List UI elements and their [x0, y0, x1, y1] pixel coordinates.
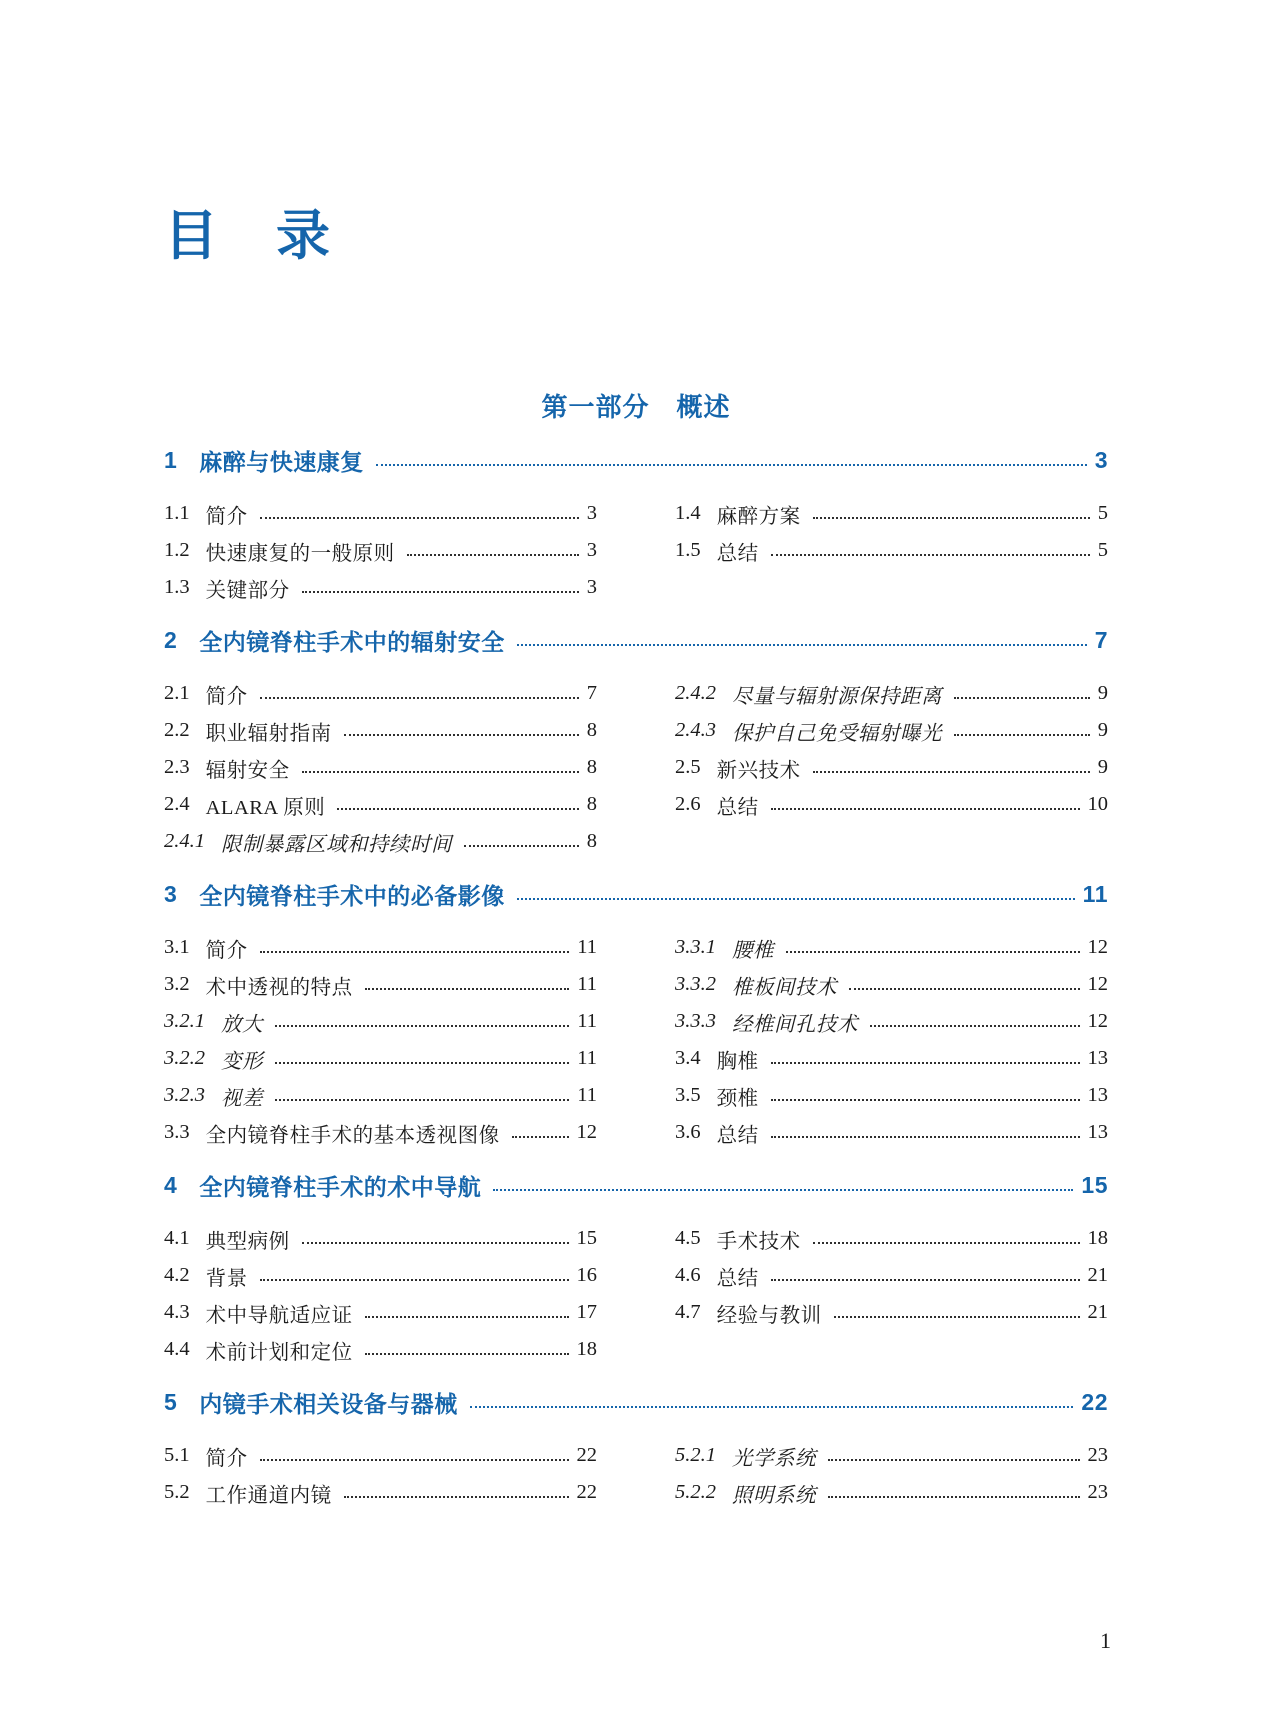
chapter-block — [164, 622, 1108, 860]
toc-entry-page: 8 — [586, 793, 597, 815]
toc-entry-label: 总结 — [716, 1124, 759, 1147]
toc-entry — [164, 495, 597, 532]
toc-entry-number: 5.2.2 — [675, 1481, 716, 1503]
toc-entry — [675, 532, 1108, 569]
chapter-block — [164, 1167, 1108, 1368]
dotted-leader — [771, 799, 1080, 810]
chapter-number: 4 — [164, 1172, 178, 1198]
toc-entry-label: 工作通道内镜 — [205, 1484, 332, 1507]
toc-entry-page: 5 — [1097, 539, 1108, 561]
dotted-leader — [260, 1450, 569, 1461]
toc-entry — [164, 1474, 597, 1511]
toc-entry-number: 2.4.3 — [675, 719, 716, 741]
chapter-page-number: 7 — [1094, 627, 1108, 653]
toc-column-left — [164, 1437, 597, 1511]
toc-column-right — [675, 929, 1108, 1151]
toc-entry — [164, 1077, 597, 1114]
toc-column-right — [675, 1220, 1108, 1368]
toc-entry — [675, 1003, 1108, 1040]
chapter-page-number: 15 — [1081, 1172, 1108, 1198]
toc-entry — [164, 1437, 597, 1474]
toc-entry-number: 3.2 — [164, 973, 190, 995]
chapter-page-number: 11 — [1082, 881, 1108, 907]
toc-entry — [675, 1257, 1108, 1294]
toc-entry-page: 21 — [1087, 1301, 1108, 1323]
dotted-leader — [771, 1270, 1080, 1281]
toc-entry-number: 1.5 — [675, 539, 701, 561]
dotted-leader — [813, 1233, 1080, 1244]
dotted-leader — [365, 1344, 569, 1355]
dotted-leader — [275, 1016, 569, 1027]
dotted-leader — [512, 1127, 569, 1138]
toc-entry-number: 5.2 — [164, 1481, 190, 1503]
toc-entry-label: 照明系统 — [732, 1484, 816, 1507]
toc-entry-label: 保护自己免受辐射曝光 — [732, 722, 942, 745]
toc-entry-page: 8 — [586, 719, 597, 741]
toc-entry-number: 5.1 — [164, 1444, 190, 1466]
toc-entry-number: 3.3.1 — [675, 936, 716, 958]
toc-entry-page: 22 — [576, 1444, 597, 1466]
toc-entry-number: 2.3 — [164, 756, 190, 778]
chapter-row — [164, 442, 1108, 479]
dotted-leader — [517, 635, 1087, 646]
toc-entry — [164, 1294, 597, 1331]
chapter-row — [164, 1167, 1108, 1204]
toc-entry-number: 3.3.2 — [675, 973, 716, 995]
toc-entry-number: 4.4 — [164, 1338, 190, 1360]
toc-entry-number: 2.5 — [675, 756, 701, 778]
toc-entry-number: 4.1 — [164, 1227, 190, 1249]
toc-entry-number: 1.4 — [675, 502, 701, 524]
toc-entry — [675, 1474, 1108, 1511]
part-heading: 第一部分 概述 — [541, 392, 731, 422]
toc-entry-label: 总结 — [716, 1267, 759, 1290]
toc-entry-label: 麻醉方案 — [716, 505, 801, 528]
toc-entry-label: 简介 — [205, 685, 248, 708]
dotted-leader — [517, 889, 1075, 900]
chapter-block — [164, 876, 1108, 1151]
toc-entry — [164, 1257, 597, 1294]
toc-entry-label: 术中透视的特点 — [205, 976, 353, 999]
toc-entry — [164, 712, 597, 749]
toc-entry-number: 3.2.2 — [164, 1047, 205, 1069]
dotted-leader — [771, 1090, 1080, 1101]
toc-entry-page: 13 — [1087, 1121, 1108, 1143]
dotted-leader — [260, 942, 570, 953]
dotted-leader — [260, 508, 579, 519]
toc-entry-page: 5 — [1097, 502, 1108, 524]
chapter-row — [164, 1384, 1108, 1421]
toc-entry-label: 变形 — [221, 1050, 263, 1073]
toc-column-left — [164, 675, 597, 860]
dotted-leader — [260, 688, 579, 699]
toc-entry-page: 21 — [1087, 1264, 1108, 1286]
toc-entry — [675, 675, 1108, 712]
toc-entry-label: 关键部分 — [205, 579, 290, 602]
toc-entry-number: 3.2.1 — [164, 1010, 205, 1032]
page-title: 目 录 — [164, 206, 332, 266]
toc-entry-number: 3.2.3 — [164, 1084, 205, 1106]
toc-entry-number: 2.2 — [164, 719, 190, 741]
chapter-columns — [164, 495, 1108, 606]
chapter-page-number: 3 — [1094, 447, 1108, 473]
toc-entry-number: 1.1 — [164, 502, 190, 524]
toc-entry — [164, 1114, 597, 1151]
toc-entry — [164, 1220, 597, 1257]
toc-entry-label: 颈椎 — [716, 1087, 759, 1110]
toc-entry-label: 光学系统 — [732, 1447, 816, 1470]
toc-entry-page: 3 — [586, 502, 597, 524]
toc-entry — [164, 823, 597, 860]
dotted-leader — [302, 1233, 569, 1244]
dotted-leader — [407, 545, 579, 556]
toc-entry-number: 1.2 — [164, 539, 190, 561]
chapter-columns — [164, 1437, 1108, 1511]
toc-entry-page: 11 — [577, 1010, 597, 1032]
toc-entry — [675, 929, 1108, 966]
toc-entry — [164, 966, 597, 1003]
dotted-leader — [493, 1180, 1073, 1191]
dotted-leader — [771, 545, 1090, 556]
toc-entry-label: 简介 — [205, 939, 248, 962]
dotted-leader — [464, 836, 579, 847]
toc-entry-label: 简介 — [205, 1447, 248, 1470]
toc-entry-label: ALARA 原则 — [205, 796, 326, 819]
toc-entry-page: 13 — [1087, 1084, 1108, 1106]
chapter-row — [164, 876, 1108, 913]
toc-chapters — [164, 442, 1108, 1511]
toc-entry-label: 背景 — [205, 1267, 248, 1290]
toc-entry-label: 经验与教训 — [716, 1304, 822, 1327]
toc-entry-label: 新兴技术 — [716, 759, 801, 782]
toc-entry-label: 简介 — [205, 505, 248, 528]
toc-entry-page: 11 — [577, 936, 597, 958]
toc-entry-page: 3 — [586, 539, 597, 561]
toc-entry-page: 11 — [577, 1047, 597, 1069]
toc-entry-label: 全内镜脊柱手术的基本透视图像 — [205, 1124, 500, 1147]
toc-entry — [675, 1220, 1108, 1257]
chapter-columns — [164, 1220, 1108, 1368]
toc-entry-label: 尽量与辐射源保持距离 — [732, 685, 942, 708]
dotted-leader — [786, 942, 1080, 953]
toc-column-left — [164, 1220, 597, 1368]
toc-entry-label: 辐射安全 — [205, 759, 290, 782]
toc-entry-page: 16 — [576, 1264, 597, 1286]
toc-entry — [164, 786, 597, 823]
toc-entry-number: 3.4 — [675, 1047, 701, 1069]
toc-entry-number: 3.1 — [164, 936, 190, 958]
toc-column-right — [675, 675, 1108, 860]
chapter-columns — [164, 929, 1108, 1151]
toc-entry-page: 11 — [577, 973, 597, 995]
toc-entry — [164, 929, 597, 966]
toc-entry — [164, 1331, 597, 1368]
chapter-number: 3 — [164, 881, 178, 907]
dotted-leader — [813, 762, 1090, 773]
toc-entry-page: 22 — [576, 1481, 597, 1503]
toc-entry-label: 视差 — [221, 1087, 263, 1110]
toc-entry-number: 1.3 — [164, 576, 190, 598]
toc-entry — [164, 675, 597, 712]
dotted-leader — [275, 1090, 569, 1101]
toc-entry-label: 经椎间孔技术 — [732, 1013, 858, 1036]
dotted-leader — [828, 1487, 1080, 1498]
chapter-title: 全内镜脊柱手术中的辐射安全 — [199, 629, 505, 655]
toc-entry-label: 典型病例 — [205, 1230, 290, 1253]
toc-entry — [164, 532, 597, 569]
dotted-leader — [376, 455, 1087, 466]
dotted-leader — [344, 725, 579, 736]
toc-entry-page: 12 — [1087, 936, 1108, 958]
toc-entry — [675, 712, 1108, 749]
dotted-leader — [275, 1053, 569, 1064]
dotted-leader — [302, 762, 579, 773]
toc-entry-number: 3.3 — [164, 1121, 190, 1143]
toc-entry — [675, 1114, 1108, 1151]
chapter-title: 全内镜脊柱手术中的必备影像 — [199, 883, 505, 909]
toc-entry — [675, 1437, 1108, 1474]
toc-entry-number: 4.7 — [675, 1301, 701, 1323]
toc-entry-label: 快速康复的一般原则 — [205, 542, 395, 565]
chapter-title: 麻醉与快速康复 — [199, 449, 364, 475]
toc-entry — [164, 1040, 597, 1077]
toc-entry — [164, 1003, 597, 1040]
toc-entry-page: 8 — [586, 830, 597, 852]
dotted-leader — [771, 1127, 1080, 1138]
dotted-leader — [954, 688, 1090, 699]
toc-entry-page: 12 — [1087, 973, 1108, 995]
toc-entry-number: 2.6 — [675, 793, 701, 815]
toc-column-left — [164, 495, 597, 606]
toc-entry-number: 4.6 — [675, 1264, 701, 1286]
dotted-leader — [954, 725, 1090, 736]
toc-entry-label: 腰椎 — [732, 939, 774, 962]
toc-entry-page: 15 — [576, 1227, 597, 1249]
toc-entry — [164, 749, 597, 786]
chapter-title: 全内镜脊柱手术的术中导航 — [199, 1174, 482, 1200]
dotted-leader — [849, 979, 1080, 990]
toc-entry-number: 3.5 — [675, 1084, 701, 1106]
toc-entry — [675, 1040, 1108, 1077]
toc-entry-number: 5.2.1 — [675, 1444, 716, 1466]
toc-entry-number: 3.6 — [675, 1121, 701, 1143]
toc-entry-label: 限制暴露区域和持续时间 — [221, 833, 452, 856]
toc-page — [164, 205, 1108, 1511]
chapter-page-number: 22 — [1081, 1389, 1108, 1415]
dotted-leader — [260, 1270, 569, 1281]
toc-entry-page: 9 — [1097, 719, 1108, 741]
toc-entry-label: 术前计划和定位 — [205, 1341, 353, 1364]
toc-entry-number: 4.5 — [675, 1227, 701, 1249]
toc-entry-label: 胸椎 — [716, 1050, 759, 1073]
chapter-block — [164, 1384, 1108, 1511]
dotted-leader — [771, 1053, 1080, 1064]
toc-entry-label: 手术技术 — [716, 1230, 801, 1253]
toc-entry-number: 2.4.2 — [675, 682, 716, 704]
toc-entry — [675, 966, 1108, 1003]
toc-entry — [675, 1294, 1108, 1331]
toc-entry — [675, 495, 1108, 532]
toc-entry-page: 18 — [576, 1338, 597, 1360]
toc-entry-label: 椎板间技术 — [732, 976, 837, 999]
toc-entry-page: 9 — [1097, 682, 1108, 704]
dotted-leader — [870, 1016, 1080, 1027]
toc-entry-page: 3 — [586, 576, 597, 598]
toc-entry-label: 职业辐射指南 — [205, 722, 332, 745]
toc-entry-number: 3.3.3 — [675, 1010, 716, 1032]
toc-entry-page: 12 — [1087, 1010, 1108, 1032]
toc-entry-page: 18 — [1087, 1227, 1108, 1249]
dotted-leader — [302, 582, 579, 593]
chapter-number: 2 — [164, 627, 178, 653]
dotted-leader — [365, 979, 570, 990]
toc-entry-number: 2.4.1 — [164, 830, 205, 852]
toc-entry-page: 23 — [1087, 1481, 1108, 1503]
toc-entry-page: 8 — [586, 756, 597, 778]
toc-entry — [675, 749, 1108, 786]
dotted-leader — [470, 1397, 1074, 1408]
dotted-leader — [337, 799, 579, 810]
toc-entry-page: 9 — [1097, 756, 1108, 778]
toc-entry-page: 12 — [576, 1121, 597, 1143]
toc-entry-label: 总结 — [716, 542, 759, 565]
toc-entry-number: 4.3 — [164, 1301, 190, 1323]
toc-entry-page: 17 — [576, 1301, 597, 1323]
toc-column-right — [675, 1437, 1108, 1511]
dotted-leader — [344, 1487, 569, 1498]
chapter-title: 内镜手术相关设备与器械 — [199, 1391, 458, 1417]
chapter-number: 5 — [164, 1389, 178, 1415]
chapter-block — [164, 442, 1108, 606]
dotted-leader — [834, 1307, 1080, 1318]
page-number: 1 — [1100, 1628, 1111, 1653]
toc-entry — [164, 569, 597, 606]
toc-entry — [675, 1077, 1108, 1114]
toc-entry-number: 4.2 — [164, 1264, 190, 1286]
toc-entry-label: 术中导航适应证 — [205, 1304, 353, 1327]
toc-entry-page: 23 — [1087, 1444, 1108, 1466]
chapter-row — [164, 622, 1108, 659]
dotted-leader — [813, 508, 1090, 519]
toc-entry-number: 2.4 — [164, 793, 190, 815]
toc-entry-label: 总结 — [716, 796, 759, 819]
toc-entry-page: 10 — [1087, 793, 1108, 815]
toc-entry-label: 放大 — [221, 1013, 263, 1036]
dotted-leader — [828, 1450, 1080, 1461]
toc-entry-page: 7 — [586, 682, 597, 704]
toc-column-left — [164, 929, 597, 1151]
dotted-leader — [365, 1307, 569, 1318]
chapter-columns — [164, 675, 1108, 860]
toc-column-right — [675, 495, 1108, 606]
toc-entry-page: 11 — [577, 1084, 597, 1106]
chapter-number: 1 — [164, 447, 178, 473]
toc-entry-page: 13 — [1087, 1047, 1108, 1069]
toc-entry-number: 2.1 — [164, 682, 190, 704]
toc-entry — [675, 786, 1108, 823]
